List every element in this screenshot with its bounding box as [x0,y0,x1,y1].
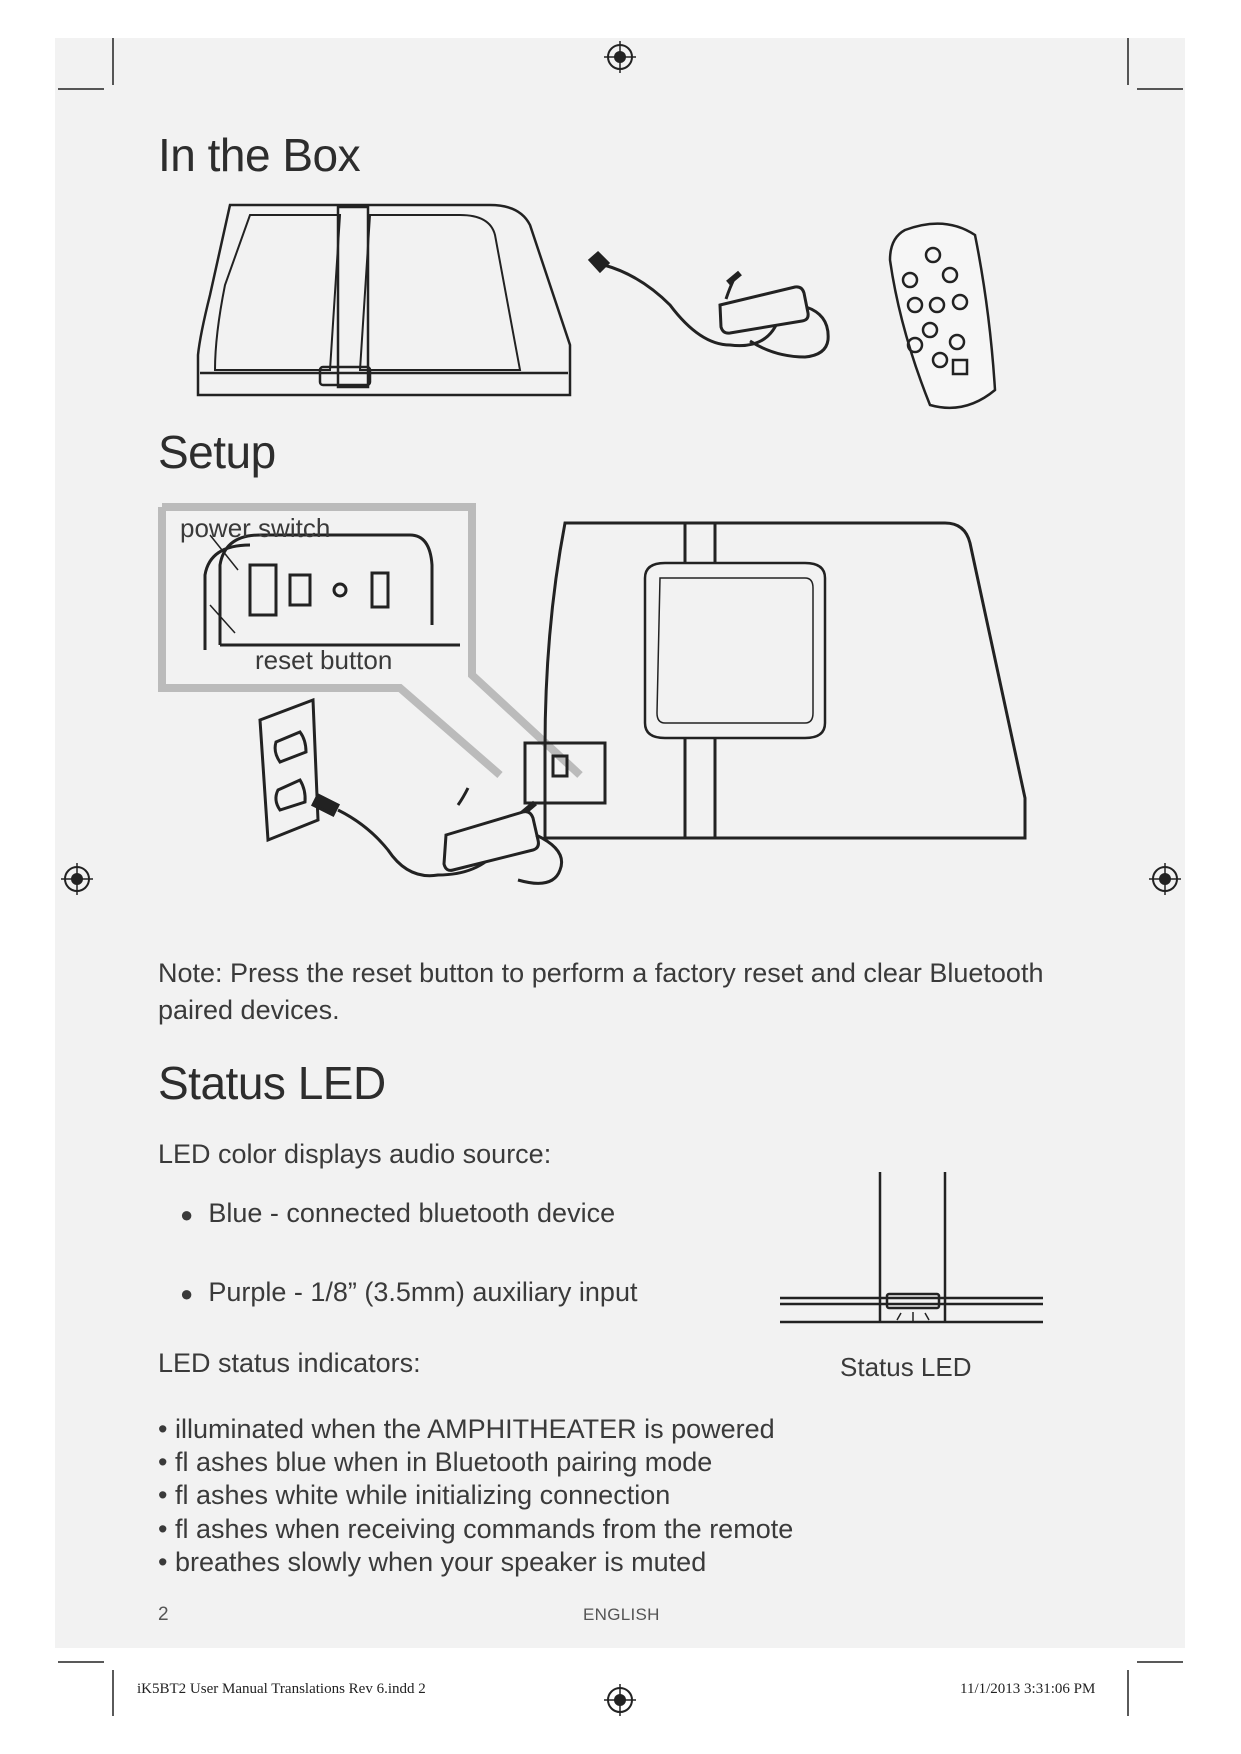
outlet-adapter-illustration [258,700,638,940]
setup-note-line-1: Note: Press the reset button to perform a factory reset and clear Bluetooth [158,958,1044,988]
led-source-item: ● Blue - connected bluetooth device [180,1198,616,1228]
page-number: 2 [158,1604,169,1625]
led-indicator-item: • fl ashes blue when in Bluetooth pairing mode [158,1447,713,1477]
callout-power-switch: power switch [180,513,331,543]
bullet-icon: ● [180,1202,194,1227]
registration-mark-icon [60,862,94,896]
led-indicators-heading: LED status indicators: [158,1348,421,1378]
led-indicator-item: • illuminated when the AMPHITHEATER is powered [158,1414,775,1444]
led-indicator-item: • fl ashes white while initializing connection [158,1480,671,1510]
registration-mark-icon [603,1683,637,1717]
slug-file-info: iK5BT2 User Manual Translations Rev 6.indd 2 [137,1681,426,1697]
section-heading-setup: Setup [158,426,276,478]
registration-mark-icon [603,40,637,74]
section-heading-in-the-box: In the Box [158,129,361,181]
led-source-item: ● Purple - 1/8” (3.5mm) auxiliary input [180,1277,638,1307]
status-led-caption: Status LED [840,1352,972,1382]
section-heading-status-led: Status LED [158,1057,386,1109]
speaker-front-illustration [190,195,570,405]
led-indicator-item: • breathes slowly when your speaker is muted [158,1547,707,1577]
power-adapter-illustration [580,245,840,375]
callout-reset-button: reset button [255,645,393,675]
footer-language: ENGLISH [583,1605,660,1624]
slug-datetime: 11/1/2013 3:31:06 PM [960,1681,1096,1697]
remote-illustration [885,220,1005,420]
status-led-illustration [775,1170,1045,1330]
led-intro: LED color displays audio source: [158,1139,552,1169]
setup-note-line-2: paired devices. [158,995,340,1025]
led-indicator-item: • fl ashes when receiving commands from the remote [158,1514,794,1544]
registration-mark-icon [1148,862,1182,896]
bullet-icon: ● [180,1281,194,1306]
